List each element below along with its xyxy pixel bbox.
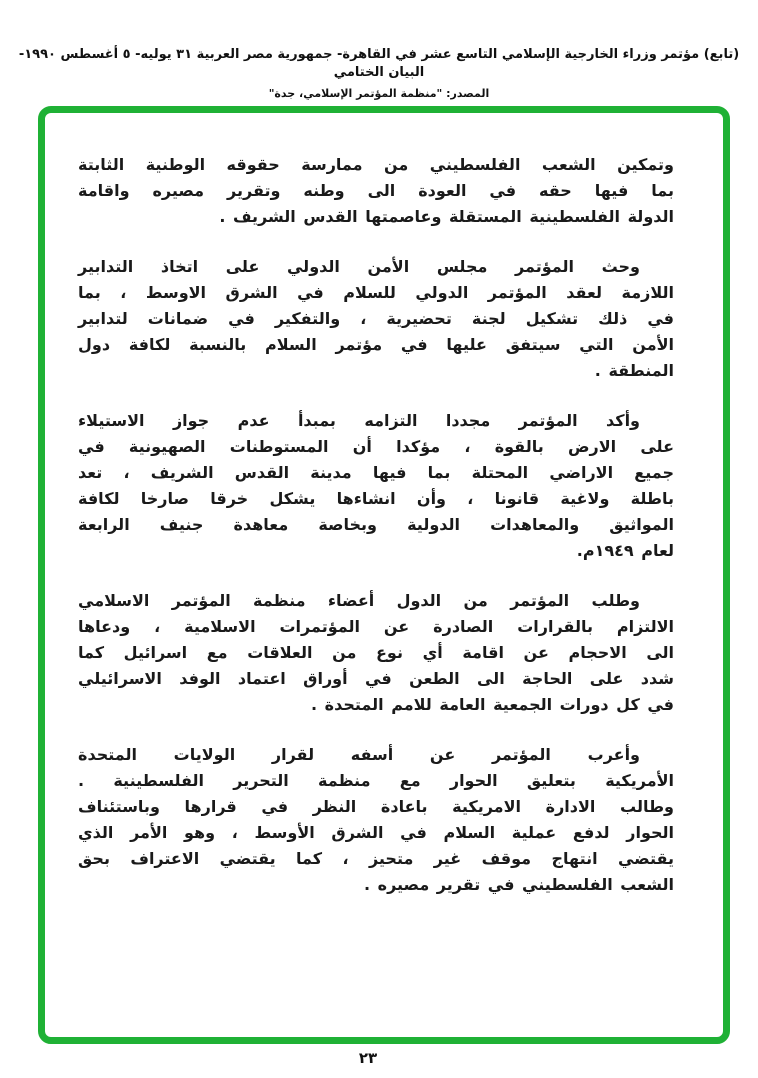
body-text-line: الأمريكية بتعليق الحوار مع منظمة التحرير الفلسطينية . xyxy=(78,771,674,790)
body-text-line: اللازمة لعقد المؤتمر الدولي للسلام في الشرق الاوسط ، بما xyxy=(78,283,674,302)
body-text-line: وأعرب المؤتمر عن أسفه لقرار الولايات المتحدة xyxy=(78,745,640,764)
body-text-line: وحث المؤتمر مجلس الأمن الدولي على اتخاذ التدابير xyxy=(78,257,640,276)
body-text-line: في ذلك تشكيل لجنة تحضيرية ، والتفكير في ضمانات لتدابير xyxy=(78,309,674,328)
body-text-line: الشعب الفلسطيني في تقرير مصيره . xyxy=(363,875,674,894)
page-header xyxy=(0,46,758,100)
body-text-line: الحوار لدفع عملية السلام في الشرق الأوسط ، وهو الأمر الذي xyxy=(78,823,674,842)
header-title: (تابع) مؤتمر وزراء الخارجية الإسلامي التاسع عشر في القاهرة- جمهورية مصر العربية ٣١ يوليه- ٥ أغسطس ١٩٩٠- البيان الختامي xyxy=(18,47,740,80)
body-text-line: على الارض بالقوة ، مؤكدا أن المستوطنات الصهيونية في xyxy=(78,437,674,456)
body-text-line: وطالب الادارة الامريكية باعادة النظر في قرارها وباستئناف xyxy=(78,797,674,816)
paragraph-1 xyxy=(78,152,674,230)
header-source-line: المصدر: "منظمة المؤتمر الإسلامي، جدة" xyxy=(268,87,490,100)
page-number: ٢٣ xyxy=(358,1049,378,1067)
scanned-text-block xyxy=(78,152,674,898)
body-text-line: الأمن التي سيتفق عليها في مؤتمر السلام بالنسبة لكافة دول xyxy=(78,335,674,354)
body-text-line: وتمكين الشعب الفلسطيني من ممارسة حقوقه الوطنية الثابتة xyxy=(78,155,674,174)
body-text-line: المنطقة . xyxy=(594,361,674,380)
body-text-line: لعام ١٩٤٩م. xyxy=(576,541,674,560)
paragraph-2 xyxy=(78,254,674,384)
body-text-line: في كل دورات الجمعية العامة للامم المتحدة . xyxy=(311,695,674,714)
body-text-line: الى الاحجام عن اقامة أي نوع من العلاقات مع اسرائيل كما xyxy=(78,643,674,662)
body-text-line: باطلة ولاغية قانونا ، وأن انشاءها يشكل خرقا صارخا لكافة xyxy=(78,489,674,508)
body-text-line: جميع الاراضي المحتلة بما فيها مدينة القدس الشريف ، تعد xyxy=(78,463,674,482)
body-text-line: وطلب المؤتمر من الدول أعضاء منظمة المؤتمر الاسلامي xyxy=(78,591,640,610)
paragraph-5 xyxy=(78,742,674,898)
body-text-line: يقتضي انتهاج موقف غير متحيز ، كما يقتضي الاعتراف بحق xyxy=(78,849,674,868)
body-text-line: الدولة الفلسطينية المستقلة وعاصمتها القدس الشريف . xyxy=(219,207,674,226)
body-text-line: وأكد المؤتمر مجددا التزامه بمبدأ عدم جواز الاستيلاء xyxy=(78,411,640,430)
body-text-line: المواثيق والمعاهدات الدولية وبخاصة معاهدة جنيف الرابعة xyxy=(78,515,674,534)
body-text-line: شدد على الحاجة الى الطعن في أوراق اعتماد الوفد الاسرائيلي xyxy=(78,669,674,688)
body-text-line: الالتزام بالقرارات الصادرة عن المؤتمرات الاسلامية ، ودعاها xyxy=(78,617,674,636)
body-text-line: بما فيها حقه في العودة الى وطنه وتقرير مصيره واقامة xyxy=(78,181,674,200)
paragraph-4 xyxy=(78,588,674,718)
paragraph-3 xyxy=(78,408,674,564)
